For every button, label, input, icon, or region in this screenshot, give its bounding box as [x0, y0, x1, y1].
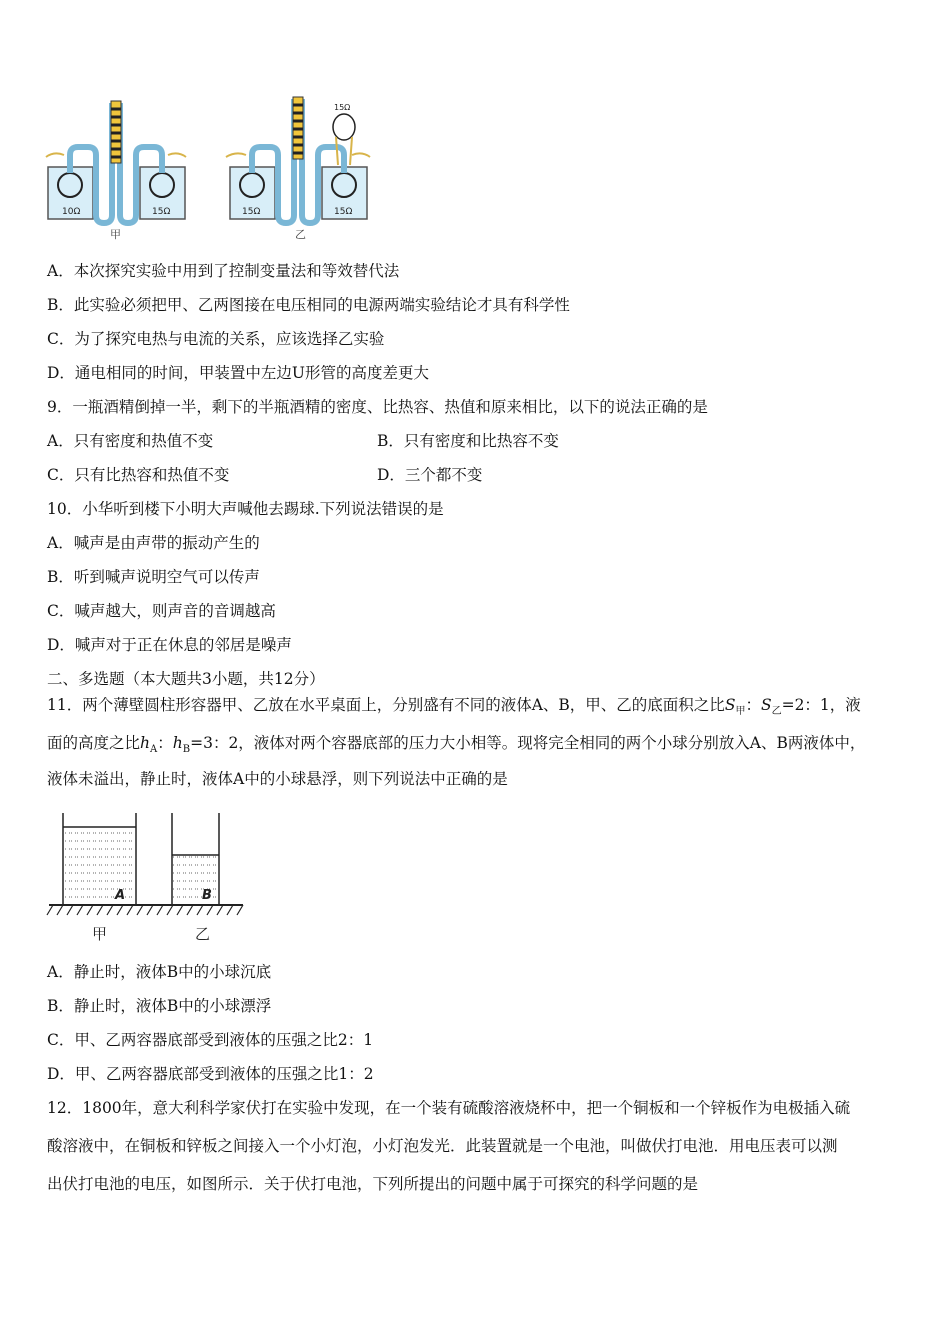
q8-option-b: B．此实验必须把甲、乙两图接在电压相同的电源两端实验结论才具有科学性 — [47, 296, 570, 314]
table-surface — [47, 905, 243, 915]
fig-label-jia: 甲 — [92, 925, 108, 943]
joule-heat-apparatus-figure — [40, 95, 380, 243]
q8-option-d: D．通电相同的时间，甲装置中左边U形管的高度差更大 — [47, 364, 429, 382]
container-yi — [172, 813, 219, 905]
label-yi: 乙 — [295, 228, 306, 241]
q9-option-c: C．只有比热容和热值不变 — [47, 466, 230, 484]
q11-option-d: D．甲、乙两容器底部受到液体的压强之比1：2 — [47, 1065, 374, 1083]
container-jia — [63, 813, 136, 905]
liquid-a-label: A — [115, 888, 126, 903]
q10-option-c: C．喊声越大，则声音的音调越高 — [47, 602, 276, 620]
resistor-mid1-label: 15Ω — [152, 207, 171, 217]
q8-option-c: C．为了探究电热与电流的关系，应该选择乙实验 — [47, 330, 385, 348]
q10-option-b: B．听到喊声说明空气可以传声 — [47, 568, 260, 586]
q9-option-d: D．三个都不变 — [377, 466, 483, 484]
q12-line3: 出伏打电池的电压，如图所示．关于伏打电池，下列所提出的问题中属于可探究的科学问题的是 — [47, 1175, 699, 1193]
q12-line2: 酸溶液中，在铜板和锌板之间接入一个小灯泡，小灯泡发光．此装置就是一个电池，叫做伏打电池．用电压表可以测 — [47, 1137, 838, 1155]
q11-option-c: C．甲、乙两容器底部受到液体的压强之比2：1 — [47, 1031, 374, 1049]
q9-option-a: A．只有密度和热值不变 — [47, 432, 214, 450]
resistor-left-label: 10Ω — [62, 207, 81, 217]
q8-option-a: A．本次探究实验中用到了控制变量法和等效替代法 — [47, 262, 400, 280]
q11-stem-line1: 11．两个薄壁圆柱形容器甲、乙放在水平桌面上，分别盛有不同的液体A、B，甲、乙的底面积之比$S_甲$：$S_乙=2$：1，液 — [47, 696, 861, 718]
resistor-top-label: 15Ω — [334, 103, 351, 112]
q9-option-b: B．只有密度和比热容不变 — [377, 432, 559, 450]
label-jia: 甲 — [110, 228, 121, 241]
q10-stem: 10．小华听到楼下小明大声喊他去踢球.下列说法错误的是 — [47, 500, 444, 518]
q11-option-b: B．静止时，液体B中的小球漂浮 — [47, 997, 272, 1015]
q12-line1: 12．1800年，意大利科学家伏打在实验中发现，在一个装有硫酸溶液烧杯中，把一个铜板和一个锌板作为电极插入硫 — [47, 1099, 851, 1117]
q10-option-d: D．喊声对于正在休息的邻居是噪声 — [47, 636, 292, 654]
q11-option-a: A．静止时，液体B中的小球沉底 — [47, 963, 272, 981]
q9-stem: 9．一瓶酒精倒掉一半，剩下的半瓶酒精的密度、比热容、热值和原来相比，以下的说法正确的是 — [47, 398, 708, 416]
q11-stem-line3: 液体未溢出，静止时，液体A中的小球悬浮，则下列说法中正确的是 — [47, 770, 508, 788]
resistor-mid2-label: 15Ω — [242, 207, 261, 217]
containers-figure — [45, 805, 250, 945]
fig-label-yi: 乙 — [195, 925, 211, 943]
resistor-right-label: 15Ω — [334, 207, 353, 217]
section-heading: 二、多选题（本大题共3小题，共12分） — [47, 670, 325, 688]
q11-stem-line2: 面的高度之比$h_A$：$h_B=3$：2，液体对两个容器底部的压力大小相等。现将完全相同的两个小球分别放入A、B两液体中， — [47, 734, 866, 756]
liquid-b-label: B — [202, 888, 212, 903]
apparatus-jia — [46, 101, 186, 241]
apparatus-yi — [226, 97, 370, 241]
q10-option-a: A．喊声是由声带的振动产生的 — [47, 534, 260, 552]
